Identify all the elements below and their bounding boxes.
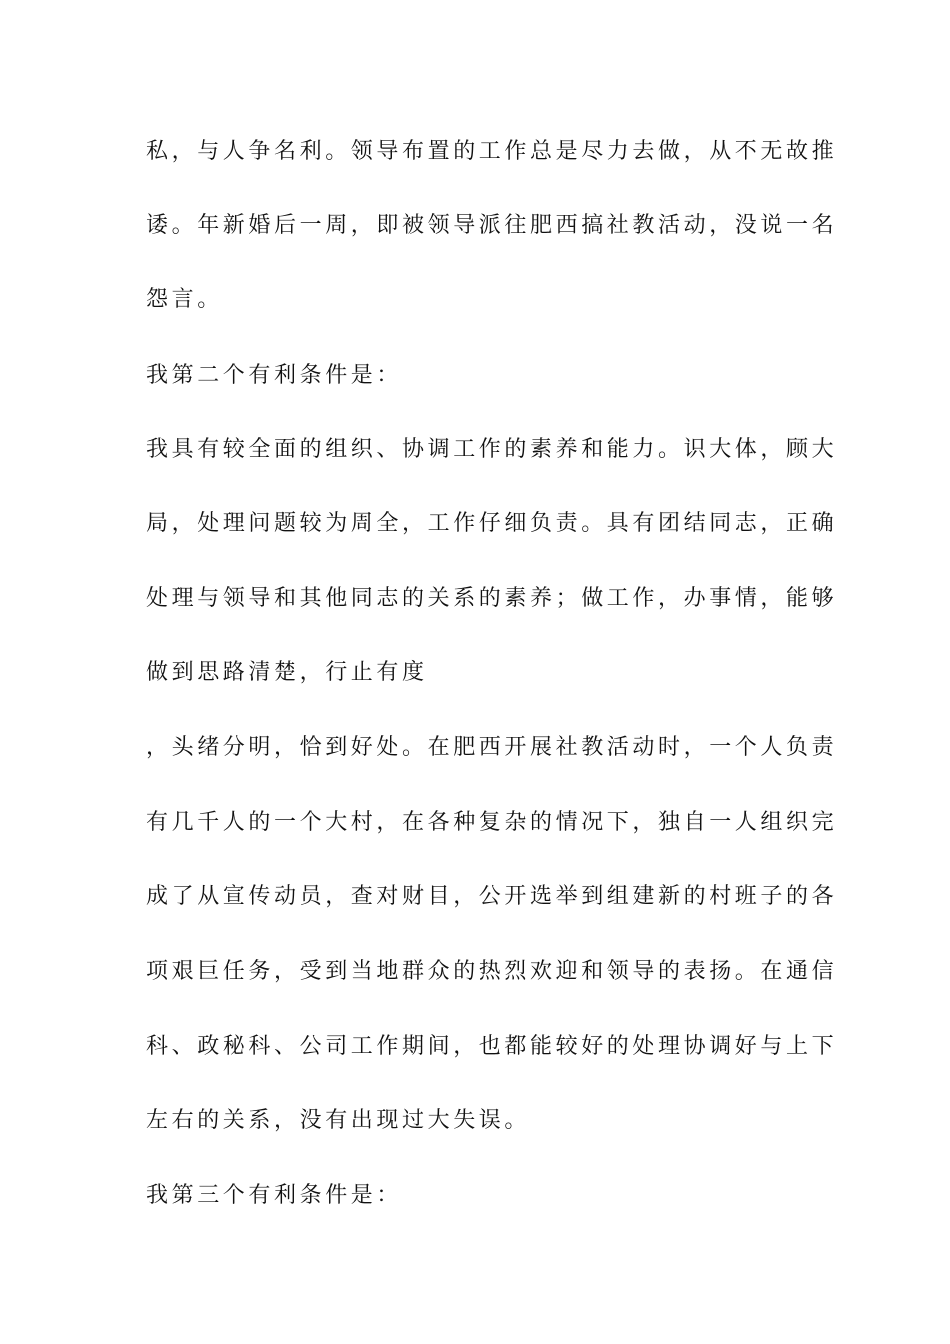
text-line: 我具有较全面的组织、协调工作的素养和能力。识大体，顾大: [146, 437, 838, 462]
text-line: 科、政秘科、公司工作期间，也都能较好的处理协调好与上下: [146, 1034, 838, 1059]
text-line: 做到思路清楚，行止有度: [146, 660, 428, 685]
text-line: 有几千人的一个大村，在各种复杂的情况下，独自一人组织完: [146, 810, 838, 835]
section-heading: 我第二个有利条件是：: [146, 363, 403, 388]
text-line: 项艰巨任务，受到当地群众的热烈欢迎和领导的表扬。在通信: [146, 959, 838, 984]
text-line: 诿。年新婚后一周，即被领导派往肥西搞社教活动，没说一名: [146, 213, 838, 238]
text-line: 私，与人争名利。领导布置的工作总是尽力去做，从不无故推: [146, 139, 838, 164]
section-heading: 我第三个有利条件是：: [146, 1183, 403, 1208]
text-line: ，头绪分明，恰到好处。在肥西开展社教活动时，一个人负责: [146, 735, 838, 760]
text-line: 左右的关系，没有出现过大失误。: [146, 1108, 531, 1133]
text-line: 处理与领导和其他同志的关系的素养；做工作，办事情，能够: [146, 586, 838, 611]
text-line: 局，处理问题较为周全，工作仔细负责。具有团结同志，正确: [146, 511, 838, 536]
text-line: 成了从宣传动员，查对财目，公开选举到组建新的村班子的各: [146, 884, 838, 909]
text-line: 怨言。: [146, 287, 223, 312]
